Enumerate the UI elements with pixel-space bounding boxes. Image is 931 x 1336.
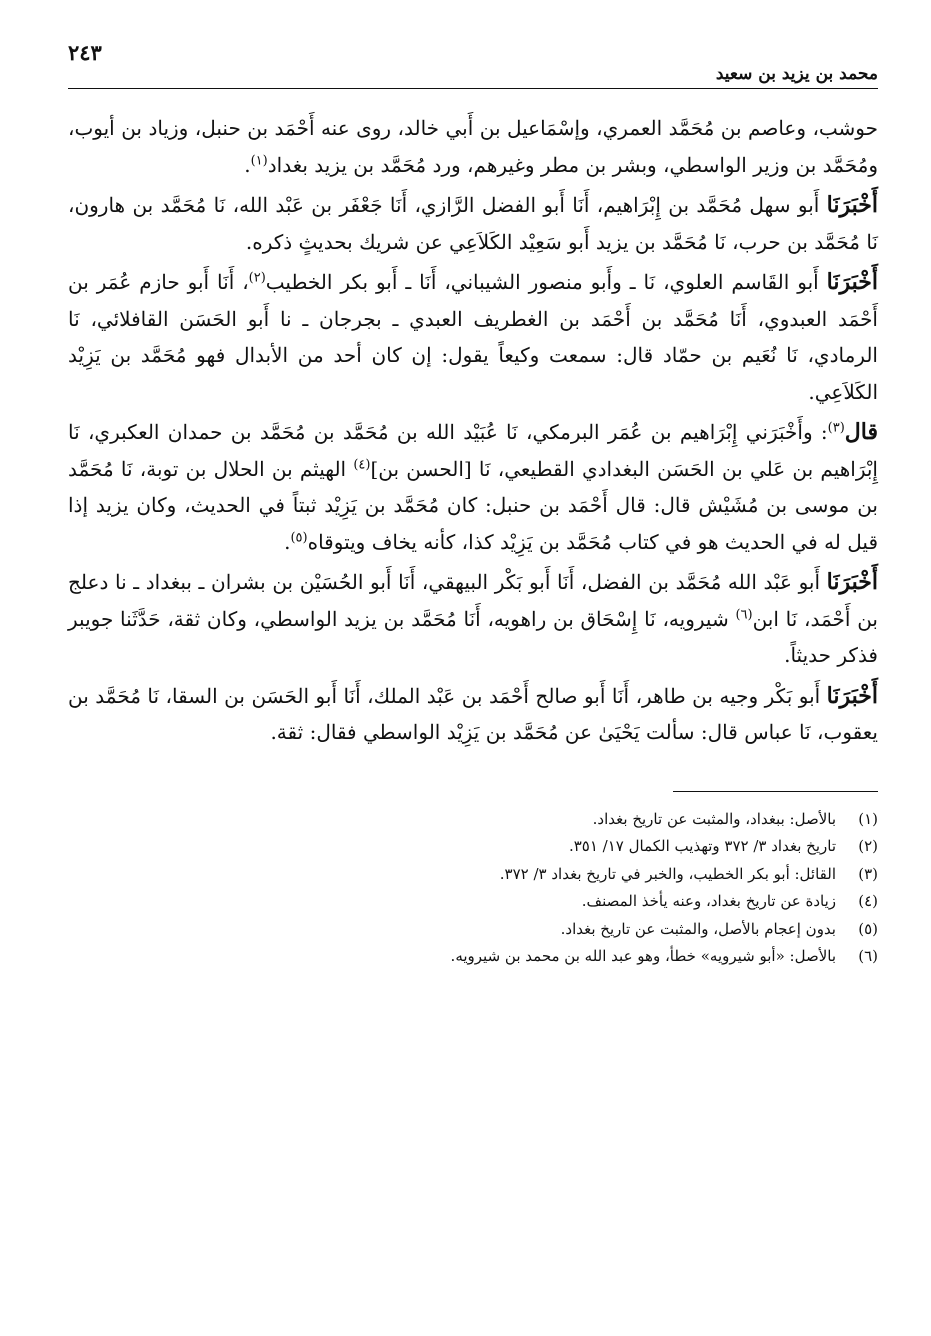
body-text [68,110,878,751]
footnote-text: بدون إعجام بالأصل، والمثبت عن تاريخ بغداد. [560,919,836,938]
paragraph [68,110,878,183]
page-header [68,38,878,86]
paragraph-text: ، أَنَا أَبو حازم عُمَر بن أَحْمَد العبدوي، أَنَا مُحَمَّد بن أَحْمَد بن الغطريف العبدي ـ بجرجان ـ نا أَبو الحَسَن القافلائي، نَا الرمادي، نَا نُعَيم بن حمّاد قال: سمعت وكيعاً يقول: إن كان أحد من الأبدال فهو مُحَمَّد بن يَزِيْد الكَلاَعِي. [68,270,878,404]
paragraph-text: حوشب، وعاصم بن مُحَمَّد العمري، وإسْمَاعيل بن أَبي خالد، روى عنه أَحْمَد بن حنبل، وزياد بن أيوب، ومُحَمَّد بن وزير الواسطي، وبشر بن مطر وغيرهم، ورد مُحَمَّد بن يزيد بغداد [68,116,878,177]
footnote-number: (٦) [858,947,878,965]
page-number: ٢٤٣ [68,40,102,65]
footnote-marker: (٤) [353,456,371,472]
footnote-number: (٣) [858,864,878,883]
footnote [68,943,878,971]
footnote-text: بالأصل: «أبو شيرويه» خطأ، وهو عبد الله بن محمد بن شيرويه. [450,947,836,965]
footnote-marker: (٣) [827,420,845,436]
footnote [68,888,878,916]
paragraph-lead: أَخْبَرَنَا [826,192,878,218]
footnote [68,861,878,889]
paragraph-text: الهيثم بن الحلال بن توبة، نَا مُحَمَّد بن موسى بن مُشَيْش قال: قال أَحْمَد بن حنبل: كان مُحَمَّد بن يَزِيْد ثبتاً في الحديث، وكان يزيد إذا قيل له في الحديث هو في كتاب مُحَمَّد بن يَزِيْد كذا، كأنه يخاف ويتوقاه [68,456,878,554]
footnote-number: (٥) [858,919,878,938]
footnote-number: (١) [858,809,878,828]
paragraph-lead: أَخْبَرَنَا [826,569,878,595]
paragraph [68,187,878,260]
paragraph-text: أَبو القَاسم العلوي، نَا ـ وأَبو منصور الشيباني، أَنَا ـ أَبو بكر الخطيب [265,270,827,294]
paragraph-lead: أَخْبَرَنَا [826,269,878,295]
paragraph [68,264,878,410]
footnote-number: (٢) [858,837,878,855]
footnote-marker: (٥) [290,529,308,545]
paragraph-text: : وأَخْبَرَني إِبْرَاهيم بن عُمَر البرمكي، نَا عُبَيْد الله بن مُحَمَّد بن مُحَمَّد بن حمدان العكبري، نَا إِبْرَاهيم بن عَلي بن الحَسَن البغدادي القطيعي، نَا [الحسن بن] [68,420,878,481]
page [68,38,878,971]
paragraph-text: أَبو سهل مُحَمَّد بن إِبْرَاهيم، أَنَا أَبو الفضل الرَّازي، أَنَا جَعْفَر بن عَبْد الله، نَا مُحَمَّد بن هارون، نَا مُحَمَّد بن حرب، نَا مُحَمَّد بن يزيد أَبو سَعِيْد الكَلاَعِي عن شريك بحديثٍ ذكره. [68,193,878,254]
paragraph-lead: أَخْبَرَنَا [826,682,878,709]
footnote-marker: (١) [250,152,268,168]
footnote [68,916,878,944]
paragraph [68,678,878,751]
paragraph-text: أَبو بَكْر وجيه بن طاهر، أَنَا أَبو صالح أَحْمَد بن عَبْد الملك، أَنَا أَبو الحَسَن بن السقا، نَا مُحَمَّد بن يعقوب، نَا عباس قال: سألت يَحْيَىٰ عن مُحَمَّد بن يَزِيْد الواسطي فقال: ثقة. [68,683,878,744]
footnote-marker: (٦) [735,606,753,622]
footnote [68,833,878,861]
footnotes [68,806,878,971]
paragraph-lead: قال [844,419,878,445]
footnote [68,806,878,834]
footnote-marker: (٢) [248,270,266,286]
paragraph-text: . [244,152,251,177]
paragraph [68,414,878,560]
running-head: محمد بن يزيد بن سعيد [715,64,878,84]
paragraph-text: أَبو عَبْد الله مُحَمَّد بن الفضل، أَنَا أَبو بَكْر البيهقي، أَنَا أَبو الحُسَيْن بن بشران ـ ببغداد ـ نا دعلج بن أَحْمَد، نَا ابن [68,570,878,631]
paragraph-text: . [284,529,291,554]
footnote-number: (٤) [858,892,878,910]
footnote-text: بالأصل: ببغداد، والمثبت عن تاريخ بغداد. [592,809,836,828]
header-rule [68,88,878,89]
footnote-rule [673,791,878,792]
footnote-text: تاريخ بغداد ٣/ ٣٧٢ وتهذيب الكمال ١٧/ ٣٥١. [568,837,836,855]
footnote-text: القائل: أبو بكر الخطيب، والخبر في تاريخ بغداد ٣/ ٣٧٢. [499,864,836,883]
paragraph [68,564,878,674]
paragraph-text: شيرويه، نَا إِسْحَاق بن راهويه، أَنَا مُحَمَّد بن يزيد الواسطي، وكان ثقة، حَدَّثَنا جويبر فذكر حديثاً. [68,606,878,667]
footnote-text: زيادة عن تاريخ بغداد، وعنه يأخذ المصنف. [581,892,836,910]
